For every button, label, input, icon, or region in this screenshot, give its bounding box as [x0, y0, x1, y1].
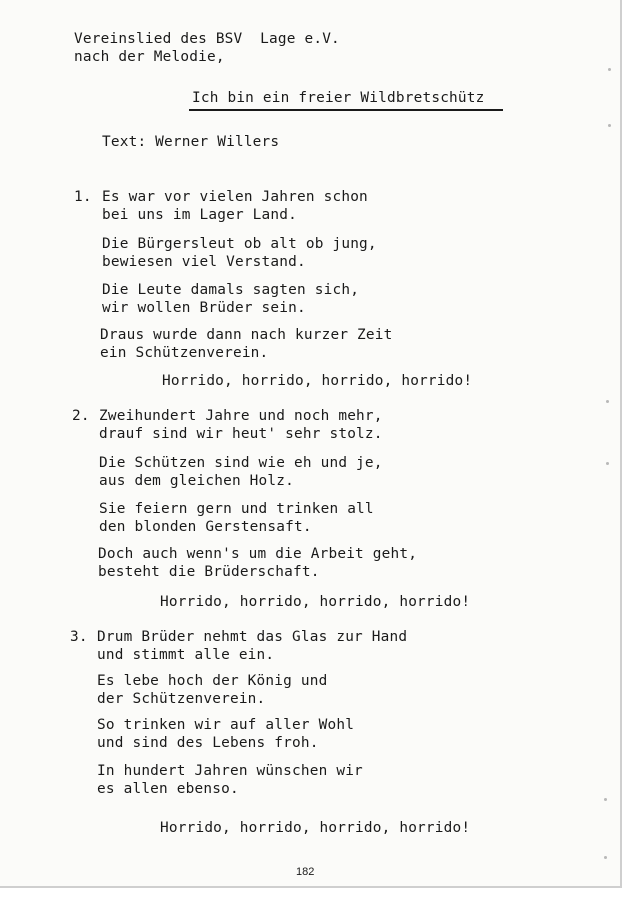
verse-line: und stimmt alle ein.: [97, 647, 275, 663]
verse-line: ein Schützenverein.: [100, 345, 269, 361]
verse-line: es allen ebenso.: [97, 781, 239, 797]
verse-line: In hundert Jahren wünschen wir: [97, 763, 363, 779]
melody-title-underline: [189, 109, 503, 111]
verse-line: Doch auch wenn's um die Arbeit geht,: [98, 546, 418, 562]
melody-intro: nach der Melodie,: [74, 49, 225, 65]
verse-line: Die Leute damals sagten sich,: [102, 282, 360, 298]
melody-title: Ich bin ein freier Wildbretschütz: [192, 90, 485, 106]
verse-line: besteht die Brüderschaft.: [98, 564, 320, 580]
refrain: Horrido, horrido, horrido, horrido!: [160, 594, 471, 610]
scan-speck: [606, 400, 609, 403]
verse-line: aus dem gleichen Holz.: [99, 473, 295, 489]
verse-line: bei uns im Lager Land.: [102, 207, 298, 223]
verse-line: bewiesen viel Verstand.: [102, 254, 306, 270]
verse-number: 1.: [74, 189, 92, 205]
verse-line: Es war vor vielen Jahren schon: [102, 189, 368, 205]
verse-line: wir wollen Brüder sein.: [102, 300, 306, 316]
verse-line: den blonden Gerstensaft.: [99, 519, 312, 535]
verse-line: Zweihundert Jahre und noch mehr,: [99, 408, 383, 424]
author-line: Text: Werner Willers: [102, 134, 280, 150]
verse-line: Die Bürgersleut ob alt ob jung,: [102, 236, 377, 252]
scan-speck: [608, 68, 611, 71]
verse-line: und sind des Lebens froh.: [97, 735, 319, 751]
song-heading: Vereinslied des BSV Lage e.V.: [74, 31, 340, 47]
refrain: Horrido, horrido, horrido, horrido!: [160, 820, 471, 836]
refrain: Horrido, horrido, horrido, horrido!: [162, 373, 473, 389]
page-number: 182: [296, 866, 315, 878]
verse-number: 3.: [70, 629, 88, 645]
verse-line: Draus wurde dann nach kurzer Zeit: [100, 327, 393, 343]
verse-number: 2.: [72, 408, 90, 424]
verse-line: Sie feiern gern und trinken all: [99, 501, 374, 517]
verse-line: Es lebe hoch der König und: [97, 673, 328, 689]
verse-line: der Schützenverein.: [97, 691, 266, 707]
verse-line: Die Schützen sind wie eh und je,: [99, 455, 383, 471]
scan-speck: [606, 462, 609, 465]
scan-speck: [604, 856, 607, 859]
verse-line: drauf sind wir heut' sehr stolz.: [99, 426, 383, 442]
scan-speck: [604, 798, 607, 801]
scan-speck: [608, 124, 611, 127]
verse-line: So trinken wir auf aller Wohl: [97, 717, 355, 733]
verse-line: Drum Brüder nehmt das Glas zur Hand: [97, 629, 408, 645]
